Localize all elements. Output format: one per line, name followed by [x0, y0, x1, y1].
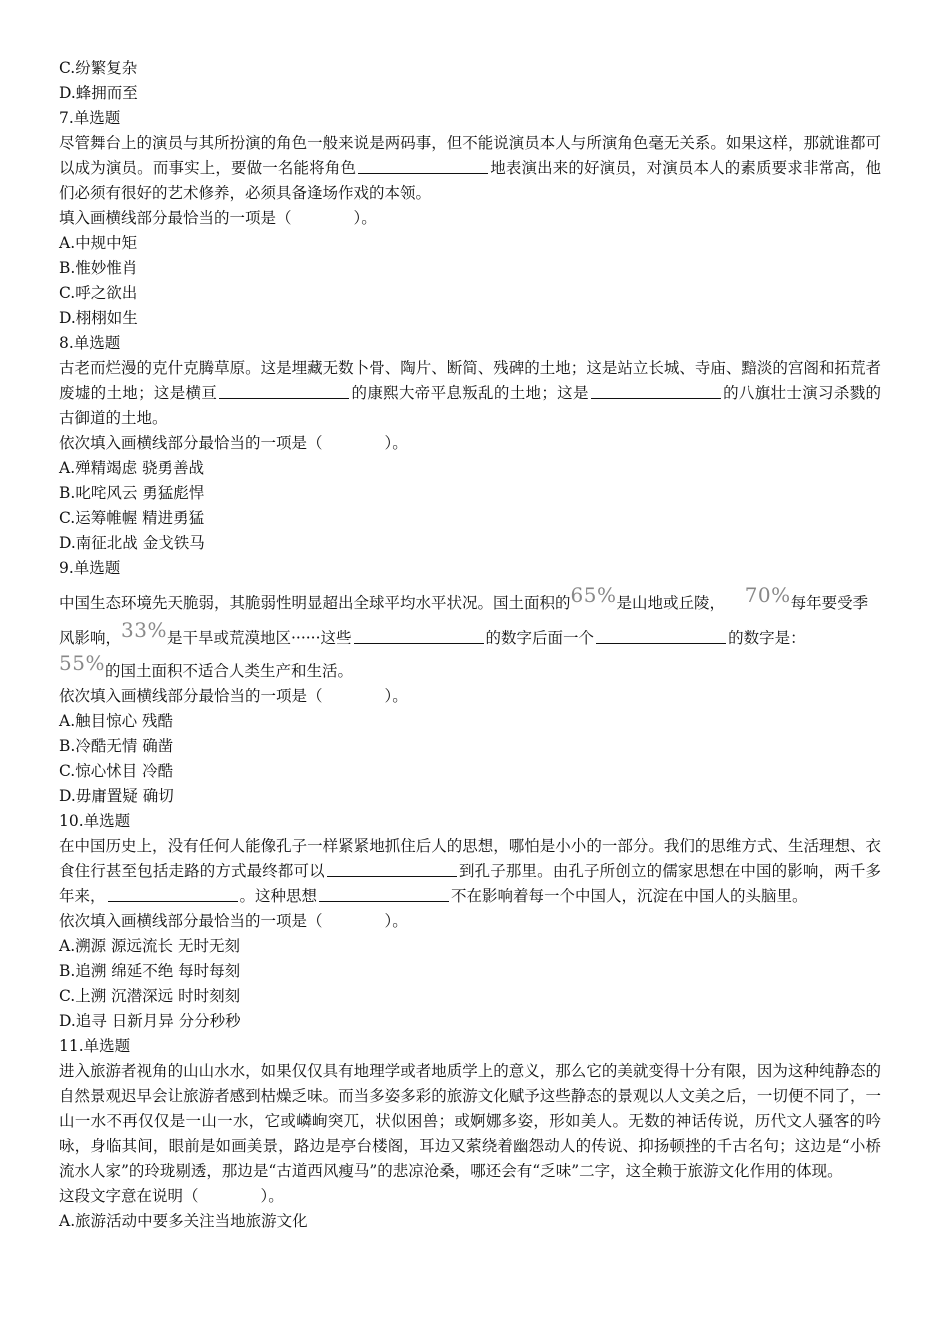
q9-option-a[interactable]: A.触目惊心 残酷: [59, 712, 174, 730]
option-d[interactable]: D.蜂拥而至: [59, 84, 138, 102]
q7-option-a[interactable]: A.中规中矩: [59, 234, 138, 252]
q10-option-b[interactable]: B.追溯 绵延不绝 每时每刻: [59, 962, 241, 980]
blank-line: [108, 885, 238, 902]
q10-option-d[interactable]: D.追寻 日新月异 分分秒秒: [59, 1012, 241, 1030]
q10-passage: 在中国历史上，没有任何人能像孔子一样紧紧地抓住后人的思想，哪怕是小小的一部分。我们的思维方式、生活理想、衣食住行甚至包括走路的方式最终都可以 到孔子那里。由孔子所创立的儒家思想在中国的影响，两千多年来， 。这种思想 不在影响着每一个中国人，沉淀在中国人的头脑里。: [59, 837, 881, 905]
percent-figure: 70%: [744, 583, 791, 607]
q11-option-a[interactable]: A.旅游活动中要多关注当地旅游文化: [59, 1212, 308, 1230]
blank-line: [591, 382, 721, 399]
q10-prompt: 依次填入画横线部分最恰当的一项是（ ）。: [59, 912, 408, 930]
q7-passage: 尽管舞台上的演员与其所扮演的角色一般来说是两码事，但不能说演员本人与所演角色毫无关系。如果这样，那就谁都可以成为演员。而事实上，要做一名能将角色 地表演出来的好演员，对演员本人的素质要求非常高，他们必须有很好的艺术修养，必须具备逢场作戏的本领。: [59, 134, 881, 202]
percent-figure: 65%: [570, 583, 617, 607]
q8-option-b[interactable]: B.叱咤风云 勇猛彪悍: [59, 484, 205, 502]
blank-line: [319, 885, 449, 902]
q9-option-b[interactable]: B.冷酷无情 确凿: [59, 737, 174, 755]
q7-option-b[interactable]: B.惟妙惟肖: [59, 259, 138, 277]
q7-option-d[interactable]: D.栩栩如生: [59, 309, 138, 327]
q8-passage: 古老而烂漫的克什克腾草原。这是埋藏无数卜骨、陶片、断简、残碑的土地；这是站立长城、寺庙、黯淡的宫阁和拓荒者废墟的土地；这是横亘 的康熙大帝平息叛乱的土地；这是 的八旗壮士演习杀戮的古御道的土地。: [59, 359, 881, 427]
blank-line: [358, 157, 488, 174]
q8-option-d[interactable]: D.南征北战 金戈铁马: [59, 534, 205, 552]
q8-option-a[interactable]: A.殚精竭虑 骁勇善战: [59, 459, 205, 477]
blank-line: [354, 627, 484, 644]
q7-option-c[interactable]: C.呼之欲出: [59, 284, 138, 302]
q9-prompt: 依次填入画横线部分最恰当的一项是（ ）。: [59, 687, 408, 705]
blank-line: [596, 627, 726, 644]
percent-figure: 33%: [121, 618, 167, 642]
q10-option-a[interactable]: A.溯源 源远流长 无时无刻: [59, 937, 240, 955]
q10-header: 10.单选题: [59, 812, 131, 830]
q8-option-c[interactable]: C.运筹帷幄 精进勇猛: [59, 509, 205, 527]
document-page: [59, 56, 881, 1234]
q7-header: 7.单选题: [59, 109, 121, 127]
option-c[interactable]: C.纷繁复杂: [59, 59, 138, 77]
q11-passage: 进入旅游者视角的山山水水，如果仅仅具有地理学或者地质学上的意义，那么它的美就变得十分有限，因为这种纯静态的自然景观迟早会让旅游者感到枯燥乏味。而当多姿多彩的旅游文化赋予这些静态的景观以人文美之后，一切便不同了，一山一水不再仅仅是一山一水，它或嶙峋突兀，状似困兽；或婀娜多姿，形如美人。无数的神话传说，历代文人骚客的吟咏，身临其间，眼前是如画美景，路边是亭台楼阁，耳边又萦绕着幽怨动人的传说、抑扬顿挫的千古名句；这边是“小桥流水人家”的玲珑剔透，那边是“古道西风瘦马”的悲凉沧桑，哪还会有“乏味”二字，这全赖于旅游文化作用的体现。: [59, 1062, 881, 1180]
q7-prompt: 填入画横线部分最恰当的一项是（ ）。: [59, 209, 377, 227]
q9-option-c[interactable]: C.惊心怵目 冷酷: [59, 762, 174, 780]
blank-line: [219, 382, 349, 399]
q8-header: 8.单选题: [59, 334, 121, 352]
q11-header: 11.单选题: [59, 1037, 131, 1055]
q8-prompt: 依次填入画横线部分最恰当的一项是（ ）。: [59, 434, 408, 452]
q9-option-d[interactable]: D.毋庸置疑 确切: [59, 787, 174, 805]
q10-option-c[interactable]: C.上溯 沉潜深远 时时刻刻: [59, 987, 241, 1005]
q9-passage: 中国生态环境先天脆弱，其脆弱性明显超出全球平均水平状况。国土面积的65%是山地或丘陵， 70%每年要受季 风影响，33%是干旱或荒漠地区······这些 的数字后面一个 的数字是： 55%的国土面积不适合人类生产和生活。: [59, 583, 869, 680]
percent-figure: 55%: [59, 651, 105, 675]
blank-line: [327, 860, 457, 877]
q9-header: 9.单选题: [59, 559, 121, 577]
q11-prompt: 这段文字意在说明（ ）。: [59, 1187, 284, 1205]
